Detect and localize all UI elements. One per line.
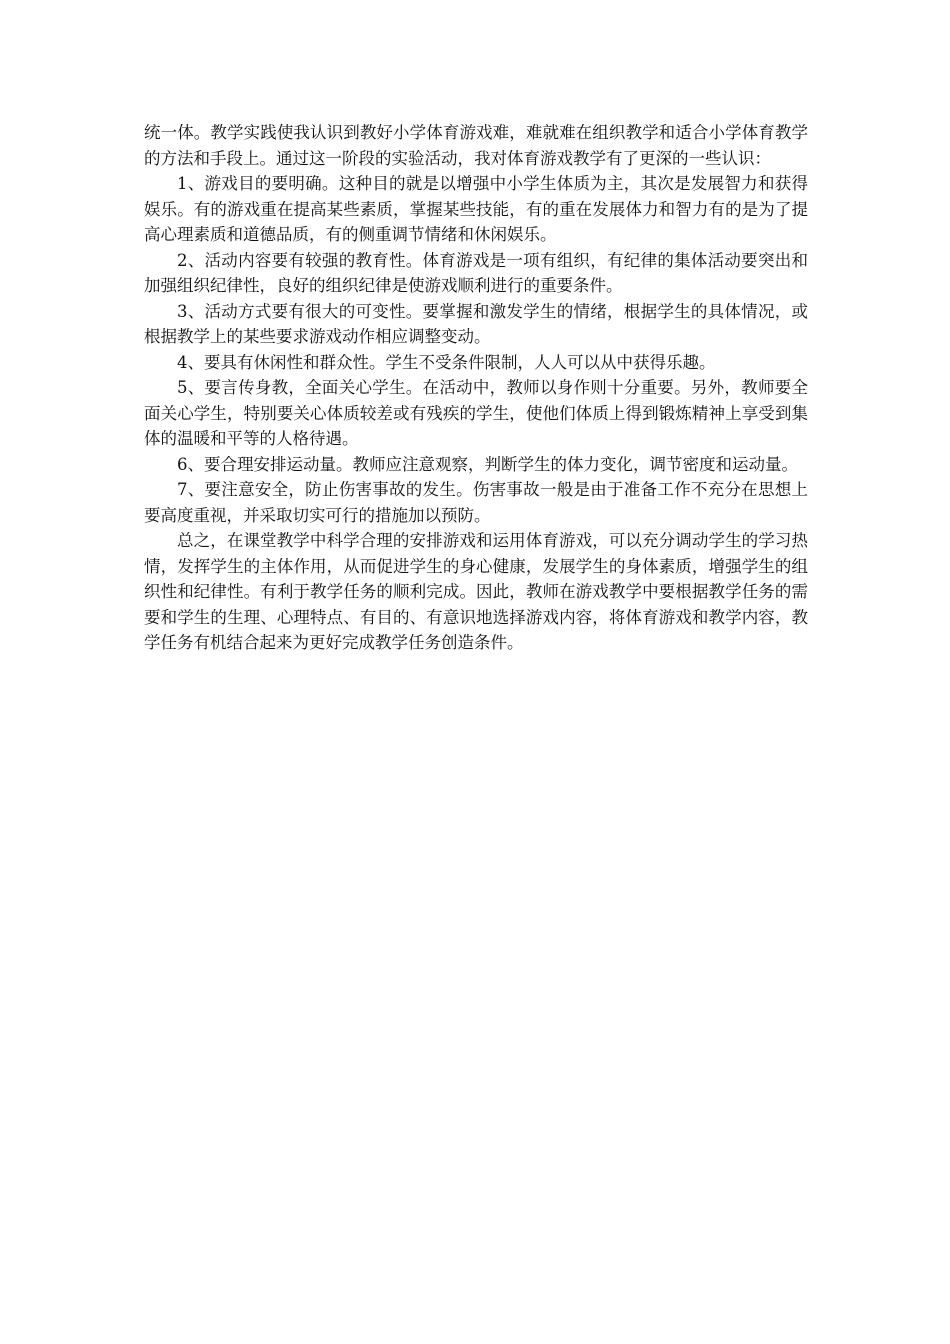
document-body — [144, 120, 808, 656]
paragraph-conclusion: 总之，在课堂教学中科学合理的安排游戏和运用体育游戏，可以充分调动学生的学习热情，发挥学生的主体作用，从而促进学生的身心健康，发展学生的身体素质，增强学生的组织性和纪律性。有利于教学任务的顺利完成。因此，教师在游戏教学中要根据教学任务的需要和学生的生理、心理特点、有目的、有意识地选择游戏内容，将体育游戏和教学内容，教学任务有机结合起来为更好完成教学任务创造条件。 — [144, 531, 808, 652]
paragraph-point-1: 1、游戏目的要明确。这种目的就是以增强中小学生体质为主，其次是发展智力和获得娱乐。有的游戏重在提高某些素质，掌握某些技能，有的重在发展体力和智力有的是为了提高心理素质和道德品质，有的侧重调节情绪和休闲娱乐。 — [144, 174, 808, 244]
paragraph-point-4: 4、要具有休闲性和群众性。学生不受条件限制，人人可以从中获得乐趣。 — [177, 352, 716, 372]
paragraph-point-7: 7、要注意安全，防止伤害事故的发生。伤害事故一般是由于准备工作不充分在思想上要高度重视，并采取切实可行的措施加以预防。 — [144, 480, 808, 525]
paragraph-point-6: 6、要合理安排运动量。教师应注意观察，判断学生的体力变化，调节密度和运动量。 — [177, 454, 798, 474]
paragraph-point-3: 3、活动方式要有很大的可变性。要掌握和激发学生的情绪，根据学生的具体情况，或根据教学上的某些要求游戏动作相应调整变动。 — [144, 301, 808, 346]
paragraph-intro: 统一体。教学实践使我认识到教好小学体育游戏难，难就难在组织教学和适合小学体育教学的方法和手段上。通过这一阶段的实验活动，我对体育游戏教学有了更深的一些认识： — [144, 123, 808, 168]
paragraph-point-2: 2、活动内容要有较强的教育性。体育游戏是一项有组织，有纪律的集体活动要突出和加强组织纪律性，良好的组织纪律是使游戏顺利进行的重要条件。 — [144, 250, 808, 295]
paragraph-point-5: 5、要言传身教，全面关心学生。在活动中，教师以身作则十分重要。另外，教师要全面关心学生，特别要关心体质较差或有残疾的学生，使他们体质上得到锻炼精神上享受到集体的温暖和平等的人格待遇。 — [144, 378, 808, 448]
